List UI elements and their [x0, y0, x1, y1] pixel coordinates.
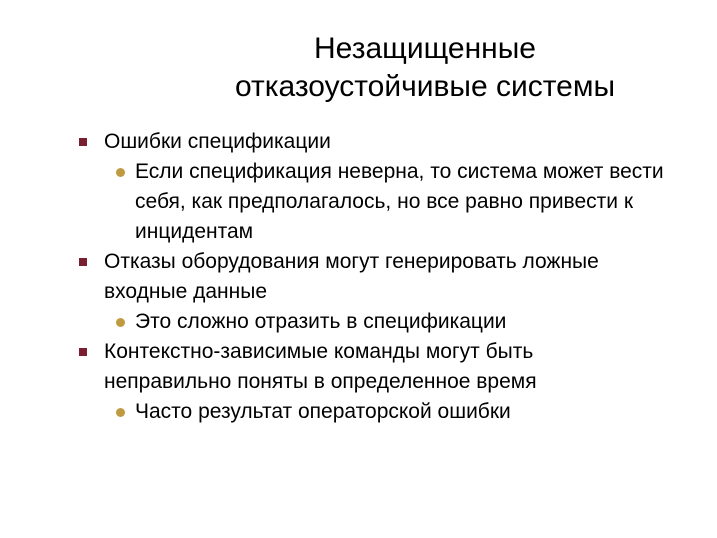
sub-bullet-text: Если спецификация неверна, то система может вести себя, как предполагалось, но все равно привести к инцидентам: [135, 160, 664, 243]
square-bullet-icon: [79, 348, 87, 356]
title-line-2: отказоустойчивые системы: [234, 70, 616, 103]
bullet-text: Ошибки спецификации: [104, 130, 331, 153]
sub-bullet-item: [0, 397, 675, 427]
sub-bullet-text: Это сложно отразить в спецификации: [135, 310, 507, 333]
bullet-item: [0, 337, 664, 397]
round-bullet-icon: [116, 318, 125, 327]
square-bullet-icon: [79, 138, 87, 146]
bullet-text: Отказы оборудования могут генерировать ложные входные данные: [104, 250, 599, 303]
square-bullet-icon: [79, 258, 87, 266]
sub-bullet-item: [0, 157, 675, 247]
bullet-item: [0, 247, 664, 307]
bullet-list: [0, 127, 717, 427]
title-line-1: Незащищенные: [314, 32, 536, 65]
bullet-text: Контекстно-зависимые команды могут быть неправильно поняты в определенное время: [104, 340, 537, 393]
round-bullet-icon: [116, 408, 125, 417]
sub-bullet-text: Часто результат операторской ошибки: [135, 400, 511, 423]
slide-title: [200, 30, 650, 106]
round-bullet-icon: [116, 168, 125, 177]
bullet-item: [0, 127, 664, 157]
sub-bullet-item: [0, 307, 675, 337]
